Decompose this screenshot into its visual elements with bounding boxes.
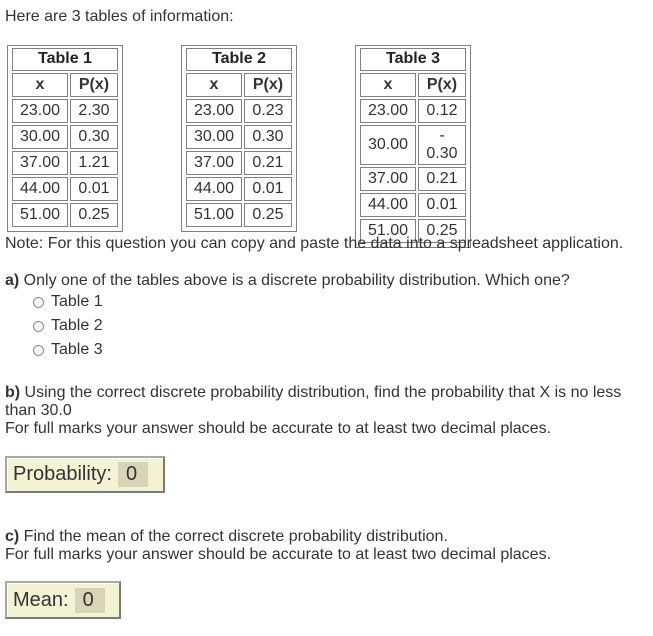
x-cell: 37.00 xyxy=(12,151,68,175)
x-cell: 30.00 xyxy=(360,125,416,165)
option-table-1[interactable] xyxy=(33,293,103,311)
option-label: Table 2 xyxy=(51,317,103,334)
probability-input[interactable]: 0 xyxy=(118,462,148,487)
table-row xyxy=(12,177,118,201)
option-table-3[interactable] xyxy=(33,341,103,359)
question-c-hint: For full marks your answer should be accurate to at least two decimal places. xyxy=(5,546,552,563)
table-row xyxy=(186,203,292,227)
p-cell: 0.30 xyxy=(244,125,292,149)
p-cell: 0.01 xyxy=(244,177,292,201)
table-row xyxy=(360,125,466,165)
table-3 xyxy=(355,45,471,248)
table-row xyxy=(186,177,292,201)
column-header-p: P(x) xyxy=(70,73,118,97)
x-cell: 37.00 xyxy=(360,167,416,191)
question-b-hint: For full marks your answer should be accurate to at least two decimal places. xyxy=(5,420,552,437)
mean-input[interactable]: 0 xyxy=(75,588,105,613)
p-cell: 0.30 xyxy=(70,125,118,149)
column-header-x: x xyxy=(360,73,416,97)
mean-answer-box xyxy=(5,581,121,619)
p-cell: 0.25 xyxy=(70,203,118,227)
p-cell: 0.01 xyxy=(418,193,466,217)
question-b-text: Using the correct discrete probability distribution, find the probability that X is no less than 30.0 xyxy=(5,384,622,419)
x-cell: 30.00 xyxy=(12,125,68,149)
option-label: Table 3 xyxy=(51,341,103,358)
question-b xyxy=(5,384,635,438)
table-row xyxy=(186,99,292,123)
table-row xyxy=(12,125,118,149)
x-cell: 37.00 xyxy=(186,151,242,175)
p-cell: 0.25 xyxy=(244,203,292,227)
p-cell: 0.12 xyxy=(418,99,466,123)
x-cell: 51.00 xyxy=(12,203,68,227)
radio-button[interactable] xyxy=(33,321,44,332)
x-cell: 51.00 xyxy=(186,203,242,227)
p-cell: - 0.30 xyxy=(418,125,466,165)
option-label: Table 1 xyxy=(51,293,103,310)
question-c-label: c) xyxy=(5,528,20,545)
radio-button[interactable] xyxy=(33,297,44,308)
table-title: Table 3 xyxy=(360,48,466,71)
x-cell: 44.00 xyxy=(186,177,242,201)
x-cell: 23.00 xyxy=(360,99,416,123)
column-header-p: P(x) xyxy=(418,73,466,97)
probability-answer-box xyxy=(5,456,165,493)
table-2 xyxy=(181,45,297,232)
probability-label: Probability: xyxy=(13,463,112,485)
x-cell: 44.00 xyxy=(360,193,416,217)
question-a-label: a) xyxy=(5,272,20,289)
question-a-text: Only one of the tables above is a discrete probability distribution. Which one? xyxy=(19,272,570,289)
p-cell: 0.21 xyxy=(244,151,292,175)
table-row xyxy=(360,99,466,123)
x-cell: 30.00 xyxy=(186,125,242,149)
table-row xyxy=(360,167,466,191)
table-row xyxy=(12,151,118,175)
p-cell: 0.21 xyxy=(418,167,466,191)
question-c-text: Find the mean of the correct discrete probability distribution. xyxy=(19,528,448,545)
question-a xyxy=(5,272,570,290)
intro-text: Here are 3 tables of information: xyxy=(5,8,234,25)
table-title: Table 2 xyxy=(186,48,292,71)
column-header-x: x xyxy=(186,73,242,97)
table-row xyxy=(12,99,118,123)
p-cell: 0.25 xyxy=(418,219,466,243)
table-row xyxy=(186,151,292,175)
table-row xyxy=(360,193,466,217)
x-cell: 44.00 xyxy=(12,177,68,201)
table-row xyxy=(12,203,118,227)
question-c xyxy=(5,528,635,564)
table-1 xyxy=(7,45,123,232)
radio-button[interactable] xyxy=(33,345,44,356)
p-cell: 2.30 xyxy=(70,99,118,123)
column-header-p: P(x) xyxy=(244,73,292,97)
p-cell: 1.21 xyxy=(70,151,118,175)
table-title: Table 1 xyxy=(12,48,118,71)
table-row xyxy=(186,125,292,149)
p-cell: 0.01 xyxy=(70,177,118,201)
x-cell: 51.00 xyxy=(360,219,416,243)
x-cell: 23.00 xyxy=(12,99,68,123)
x-cell: 23.00 xyxy=(186,99,242,123)
option-table-2[interactable] xyxy=(33,317,103,335)
column-header-x: x xyxy=(12,73,68,97)
question-b-label: b) xyxy=(5,384,21,401)
mean-label: Mean: xyxy=(13,588,69,611)
p-cell: 0.23 xyxy=(244,99,292,123)
note-text: Note: For this question you can copy and paste the data into a spreadsheet application. xyxy=(5,235,624,252)
